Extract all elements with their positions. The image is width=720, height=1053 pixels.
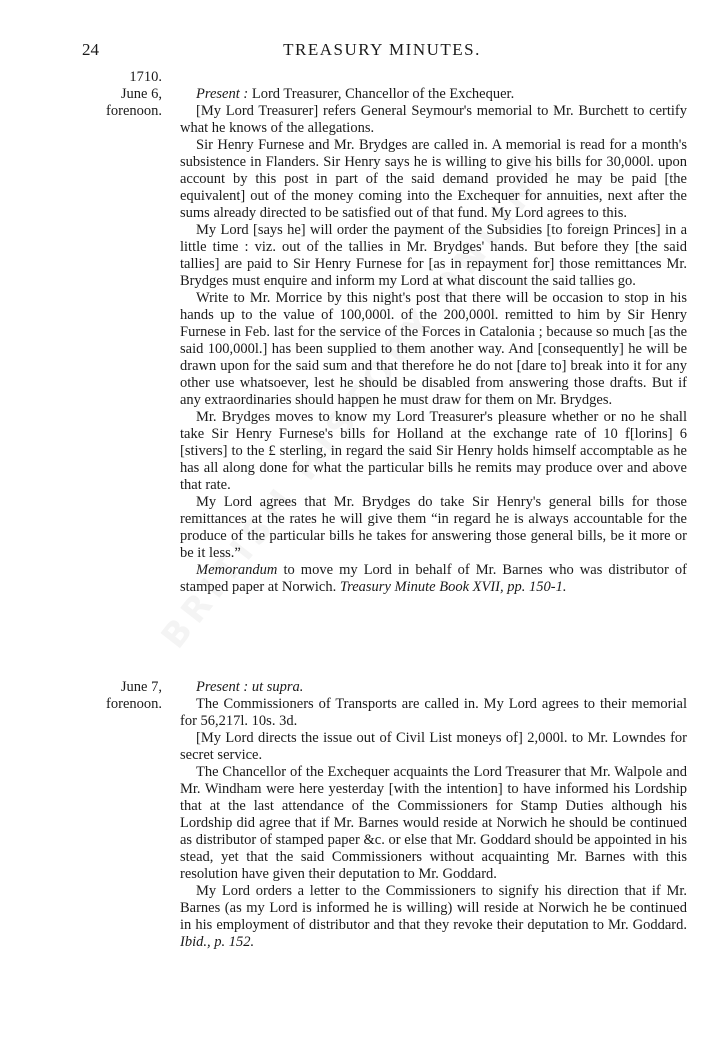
margin-date: June 6, (120, 86, 162, 102)
memorandum (180, 562, 687, 596)
present-line (180, 86, 687, 103)
present-label: Present : (196, 679, 249, 695)
present-text: ut supra. (248, 679, 304, 695)
paragraph: The Chancellor of the Exchequer acquaints the Lord Treasurer that Mr. Walpole and Mr. Windham were here yesterday [with the intention] to have informed his Lordship that at the last attendance of the Commissioners for Stamp Duties although his Lordship did agree that if Mr. Barnes would reside at Norwich he should be continued as distributor of stamped paper &c. or else that Mr. Goddard should be appointed in his stead, yet that the said Commissioners without acquainting Mr. Barnes with this resolution have given their deputation to Mr. Goddard. (180, 764, 687, 882)
memo-source: Treasury Minute Book XVII, pp. 150-1. (339, 579, 567, 595)
final-source: Ibid., p. 152. (180, 934, 255, 950)
page-header (82, 40, 682, 64)
present-text: Lord Treasurer, Chancellor of the Exchequer. (248, 86, 515, 102)
entry-june-6 (180, 86, 687, 596)
paragraph: Sir Henry Furnese and Mr. Brydges are called in. A memorial is read for a month's subsistence in Flanders. Sir Henry says he is willing to give his bills for 30,000l. upon account by this post in part of the said demand provided he may be paid [the equivalent] out of the money coming into the Exchequer for annuities, next after the sums already directed to be satisfied out of that fund. My Lord agrees to this. (180, 137, 687, 221)
present-label: Present : (196, 86, 249, 102)
paragraph: [My Lord directs the issue out of Civil List moneys of] 2,000l. to Mr. Lowndes for secret service. (180, 730, 687, 763)
margin-date: June 7, (120, 679, 162, 695)
paragraph: Write to Mr. Morrice by this night's post that there will be occasion to stop in his hands up to the value of 100,000l. of the 200,000l. remitted to him by Sir Henry Furnese in Feb. last for the service of the Forces in Catalonia ; because so much [as the said 100,000l.] has been supplied to them another way. And [consequently] he will be drawn upon for the said sum and that therefore he do not [dare to] break into it for any other use whatsoever, lest he should be disabled from answering those drafts. But if any extraordinaries should happen he must draw for them on Mr. Brydges. (180, 290, 687, 408)
margin-time: forenoon. (106, 103, 162, 119)
margin-time: forenoon. (106, 696, 162, 712)
paragraph: My Lord [says he] will order the payment of the Subsidies [to foreign Princes] in a little time : viz. out of the tallies in Mr. Brydges' hands. But before they [the said tallies] are paid to Sir Henry Furnese for [as in repayment for] those remittances Mr. Brydges must enquire and inform my Lord at what discount the said tallies go. (180, 222, 687, 289)
final-paragraph (180, 883, 687, 951)
margin-date-june-6 (82, 69, 162, 120)
paragraph: My Lord agrees that Mr. Brydges do take Sir Henry's general bills for those remittances at the rates he will give them “in regard he is always accountable for the produce of the particular bills he takes for answering those general bills, be it more or be it less.” (180, 494, 687, 561)
page-number: 24 (82, 40, 99, 59)
memo-text: to move my Lord in behalf of Mr. Barnes who was distributor of stamped paper at Norwich. (180, 562, 687, 595)
paragraph: [My Lord Treasurer] refers General Seymour's memorial to Mr. Burchett to certify what he knows of the allegations. (180, 103, 687, 136)
paragraph: The Commissioners of Transports are called in. My Lord agrees to their memorial for 56,217l. 10s. 3d. (180, 696, 687, 729)
present-line (180, 679, 687, 696)
entry-june-7 (180, 679, 687, 951)
final-text: My Lord orders a letter to the Commissioners to signify his direction that if Mr. Barnes (as my Lord is informed he is willing) will reside at Norwich he be continued in his employment of distributor and that they revoke their deputation to Mr. Goddard. (180, 883, 687, 933)
margin-year: 1710. (129, 69, 162, 85)
running-title: TREASURY MINUTES. (283, 40, 481, 59)
memo-label: Memorandum (196, 562, 278, 578)
paragraph: Mr. Brydges moves to know my Lord Treasurer's pleasure whether or no he shall take Sir Henry Furnese's bills for Holland at the exchange rate of 10 f[lorins] 6 [stivers] to the £ sterling, in regard the said Sir Henry holds himself accomptable as he has all along done for what the particular bills he remits may produce over and above that rate. (180, 409, 687, 493)
margin-date-june-7 (82, 679, 162, 713)
